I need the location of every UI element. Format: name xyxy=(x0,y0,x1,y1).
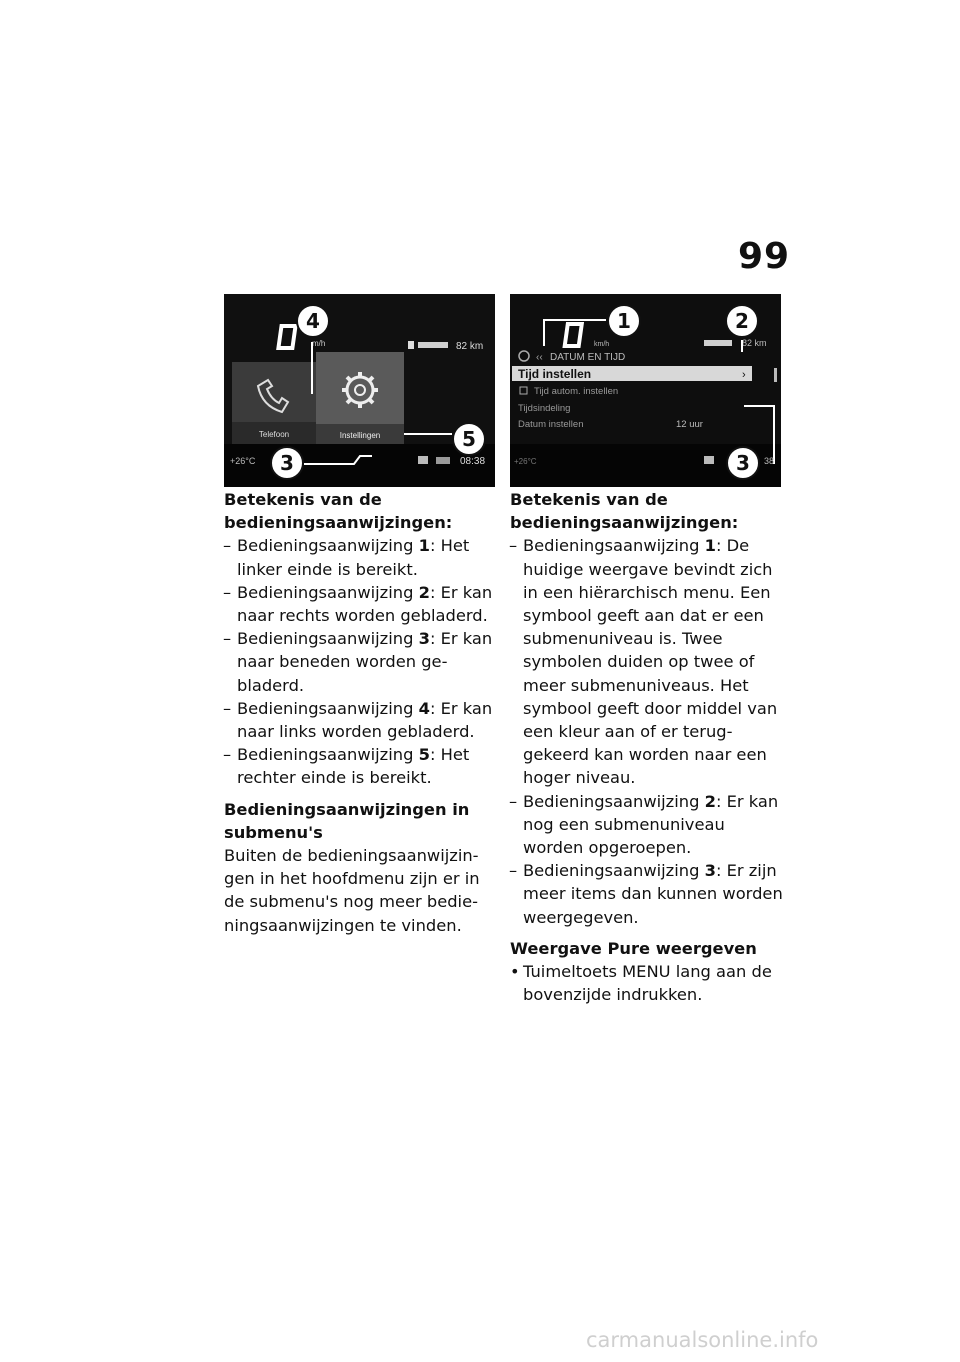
callout-4: 4 xyxy=(306,309,320,333)
list-bedieningsaanwijzingen xyxy=(510,534,785,928)
range-value: 82 km xyxy=(742,338,767,348)
dashboard-screenshot-menu xyxy=(224,294,495,487)
dashboard-screenshot-submenu xyxy=(510,294,781,487)
chevron-right-icon: › xyxy=(742,369,746,381)
heading-betekenis: Betekenis van de bedieningsaanwijzingen: xyxy=(224,490,453,533)
scrollbar xyxy=(774,368,777,382)
list-item: – Bedieningsaanwijzing 2: Er kan naar rechts worden gebladerd. xyxy=(224,581,499,627)
clock: 38 xyxy=(764,456,775,466)
temperature: +26°C xyxy=(230,456,256,466)
heading-pure-weergave: Weergave Pure weergeven xyxy=(510,938,757,958)
list-bedieningsaanwijzingen xyxy=(224,534,499,789)
callout-5: 5 xyxy=(462,427,476,451)
right-column xyxy=(510,488,785,1006)
tile-label-telefoon: Telefoon xyxy=(258,430,290,439)
list-item: – Bedieningsaanwijzing 5: Het rechter einde is bereikt. xyxy=(224,743,499,789)
speed-unit: m/h xyxy=(312,339,326,348)
left-column xyxy=(224,488,499,937)
menu-item-4: Datum instellen xyxy=(518,419,584,430)
heading-betekenis: Betekenis van de bedieningsaanwijzingen: xyxy=(510,490,739,533)
menu-value: 12 uur xyxy=(676,419,703,430)
fuel-icon xyxy=(408,341,414,349)
fuel-bar xyxy=(418,342,448,348)
instruction-list xyxy=(510,960,785,1006)
temperature: +26°C xyxy=(514,457,537,466)
paragraph-submenus: Buiten de bedieningsaanwijzingen in het hoofdmenu zijn er in de submenu's nog meer bedieningsaanwijzingen te vinden. xyxy=(224,846,480,935)
callout-2: 2 xyxy=(735,309,749,333)
list-item: – Bedieningsaanwijzing 3: Er zijn meer items dan kunnen worden weergegeven. xyxy=(510,859,785,929)
callout-3: 3 xyxy=(736,451,750,475)
list-item: – Bedieningsaanwijzing 1: Het linker einde is bereikt. xyxy=(224,534,499,580)
list-item: – Bedieningsaanwijzing 4: Er kan naar links worden gebladerd. xyxy=(224,697,499,743)
bluetooth-icon xyxy=(704,456,714,464)
fuel-bar xyxy=(704,340,732,346)
list-item: – Bedieningsaanwijzing 3: Er kan naar beneden worden gebladerd. xyxy=(224,627,499,697)
callout-1: 1 xyxy=(617,309,631,333)
clock: 08:38 xyxy=(460,456,486,467)
page-number: 99 xyxy=(738,236,791,277)
tile-label-instellingen: Instellingen xyxy=(339,431,381,440)
dashboard-display-b xyxy=(510,294,781,487)
callout-3: 3 xyxy=(280,451,294,475)
list-item: • Tuimeltoets MENU lang aan de bovenzijde indrukken. xyxy=(510,960,785,1006)
menu-item-1: Tijd instellen xyxy=(518,367,592,381)
bluetooth-icon xyxy=(418,456,428,464)
dashboard-display-a xyxy=(224,294,495,487)
list-item: – Bedieningsaanwijzing 1: De huidige weergave bevindt zich in een hiërarchisch menu. Een symbool geeft aan dat er een submenuniveau is. Twee symbolen duiden op twee of meer submenuniveaus. Het symbool geeft door middel van een kleur aan of er teruggekeerd kan worden naar een hoger niveau. xyxy=(510,534,785,789)
heading-submenus: Bedieningsaanwijzingen in submenu's xyxy=(224,799,470,842)
menu-item-2: Tijd autom. instellen xyxy=(534,386,619,397)
breadcrumb: DATUM EN TIJD xyxy=(550,352,626,363)
breadcrumb-chevrons-icon: ‹‹ xyxy=(536,352,543,363)
range-value: 82 km xyxy=(456,341,484,352)
signal-icon xyxy=(436,457,450,464)
menu-item-3: Tijdsindeling xyxy=(518,403,571,414)
speed-unit: km/h xyxy=(594,341,610,348)
watermark: carmanualsonline.info xyxy=(586,1328,819,1352)
list-item: – Bedieningsaanwijzing 2: Er kan nog een submenuniveau worden opgeroepen. xyxy=(510,790,785,860)
